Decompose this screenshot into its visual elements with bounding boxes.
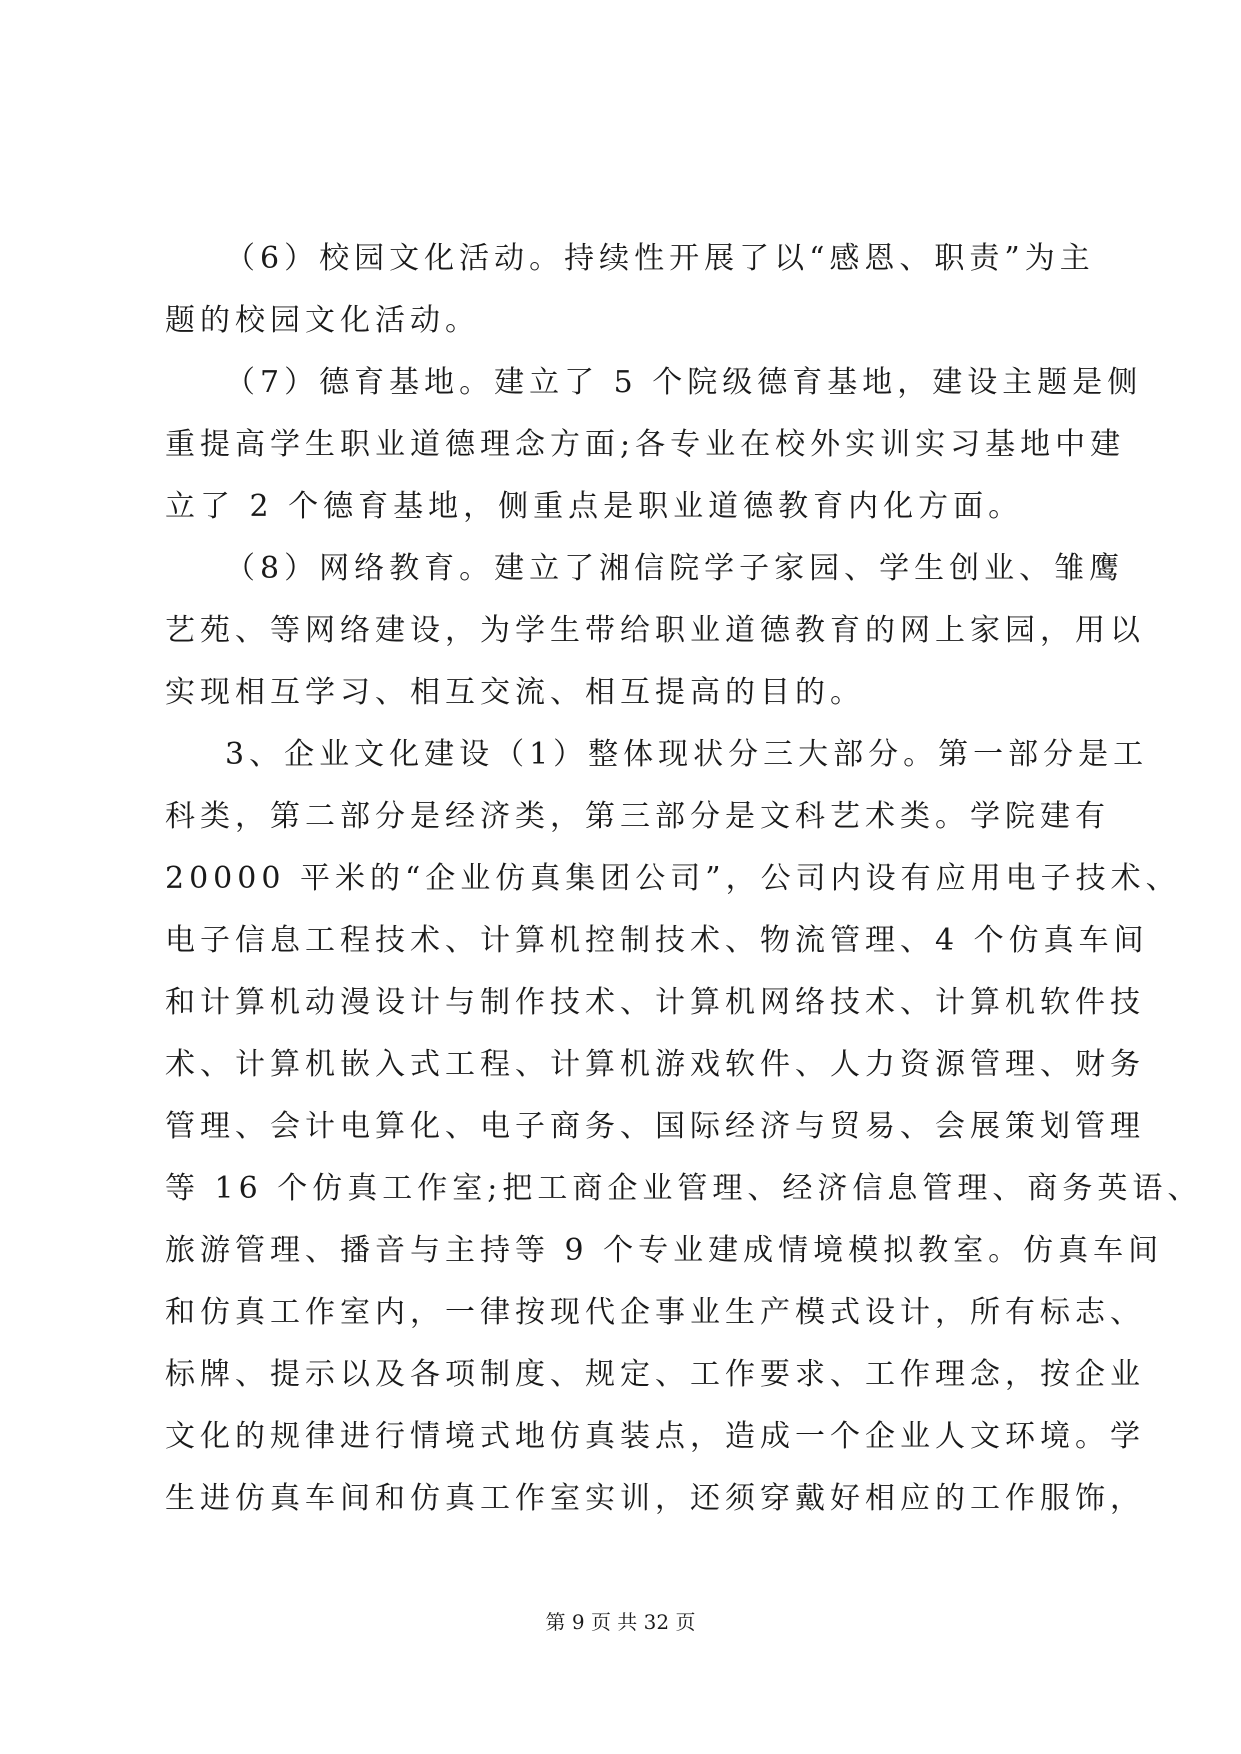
text-line: 艺苑、等网络建设，为学生带给职业道德教育的网上家园，用以 <box>165 613 1145 648</box>
page-number-footer: 第 9 页 共 32 页 <box>545 1610 696 1634</box>
text-line: 科类，第二部分是经济类，第三部分是文科艺术类。学院建有 <box>165 799 1110 834</box>
text-line: 管理、会计电算化、电子商务、国际经济与贸易、会展策划管理 <box>165 1109 1145 1144</box>
body-text <box>165 228 1203 1530</box>
text-line: （7）德育基地。建立了 5 个院级德育基地，建设主题是侧 <box>225 365 1143 400</box>
text-line: 标牌、提示以及各项制度、规定、工作要求、工作理念，按企业 <box>165 1357 1145 1392</box>
text-line: （6）校园文化活动。持续性开展了以“感恩、职责”为主 <box>225 241 1095 276</box>
text-line: 术、计算机嵌入式工程、计算机游戏软件、人力资源管理、财务 <box>165 1047 1145 1082</box>
text-line: 和计算机动漫设计与制作技术、计算机网络技术、计算机软件技 <box>165 985 1145 1020</box>
text-line: 和仿真工作室内，一律按现代企事业生产模式设计，所有标志、 <box>165 1295 1145 1330</box>
text-line: 3、企业文化建设（1）整体现状分三大部分。第一部分是工 <box>225 737 1149 772</box>
text-line: 实现相互学习、相互交流、相互提高的目的。 <box>165 675 865 710</box>
text-line: （8）网络教育。建立了湘信院学子家园、学生创业、雏鹰 <box>225 551 1125 586</box>
text-line: 生进仿真车间和仿真工作室实训，还须穿戴好相应的工作服饰， <box>165 1481 1145 1516</box>
text-line: 旅游管理、播音与主持等 9 个专业建成情境模拟教室。仿真车间 <box>165 1233 1164 1268</box>
text-line: 文化的规律进行情境式地仿真装点，造成一个企业人文环境。学 <box>165 1419 1145 1454</box>
text-line: 立了 2 个德育基地，侧重点是职业道德教育内化方面。 <box>165 489 1024 524</box>
text-line: 20000 平米的“企业仿真集团公司”，公司内设有应用电子技术、 <box>165 861 1181 896</box>
text-line: 题的校园文化活动。 <box>165 303 480 338</box>
text-line: 重提高学生职业道德理念方面;各专业在校外实训实习基地中建 <box>165 427 1126 462</box>
text-line: 电子信息工程技术、计算机控制技术、物流管理、4 个仿真车间 <box>165 923 1149 958</box>
text-line: 等 16 个仿真工作室;把工商企业管理、经济信息管理、商务英语、 <box>165 1171 1203 1206</box>
